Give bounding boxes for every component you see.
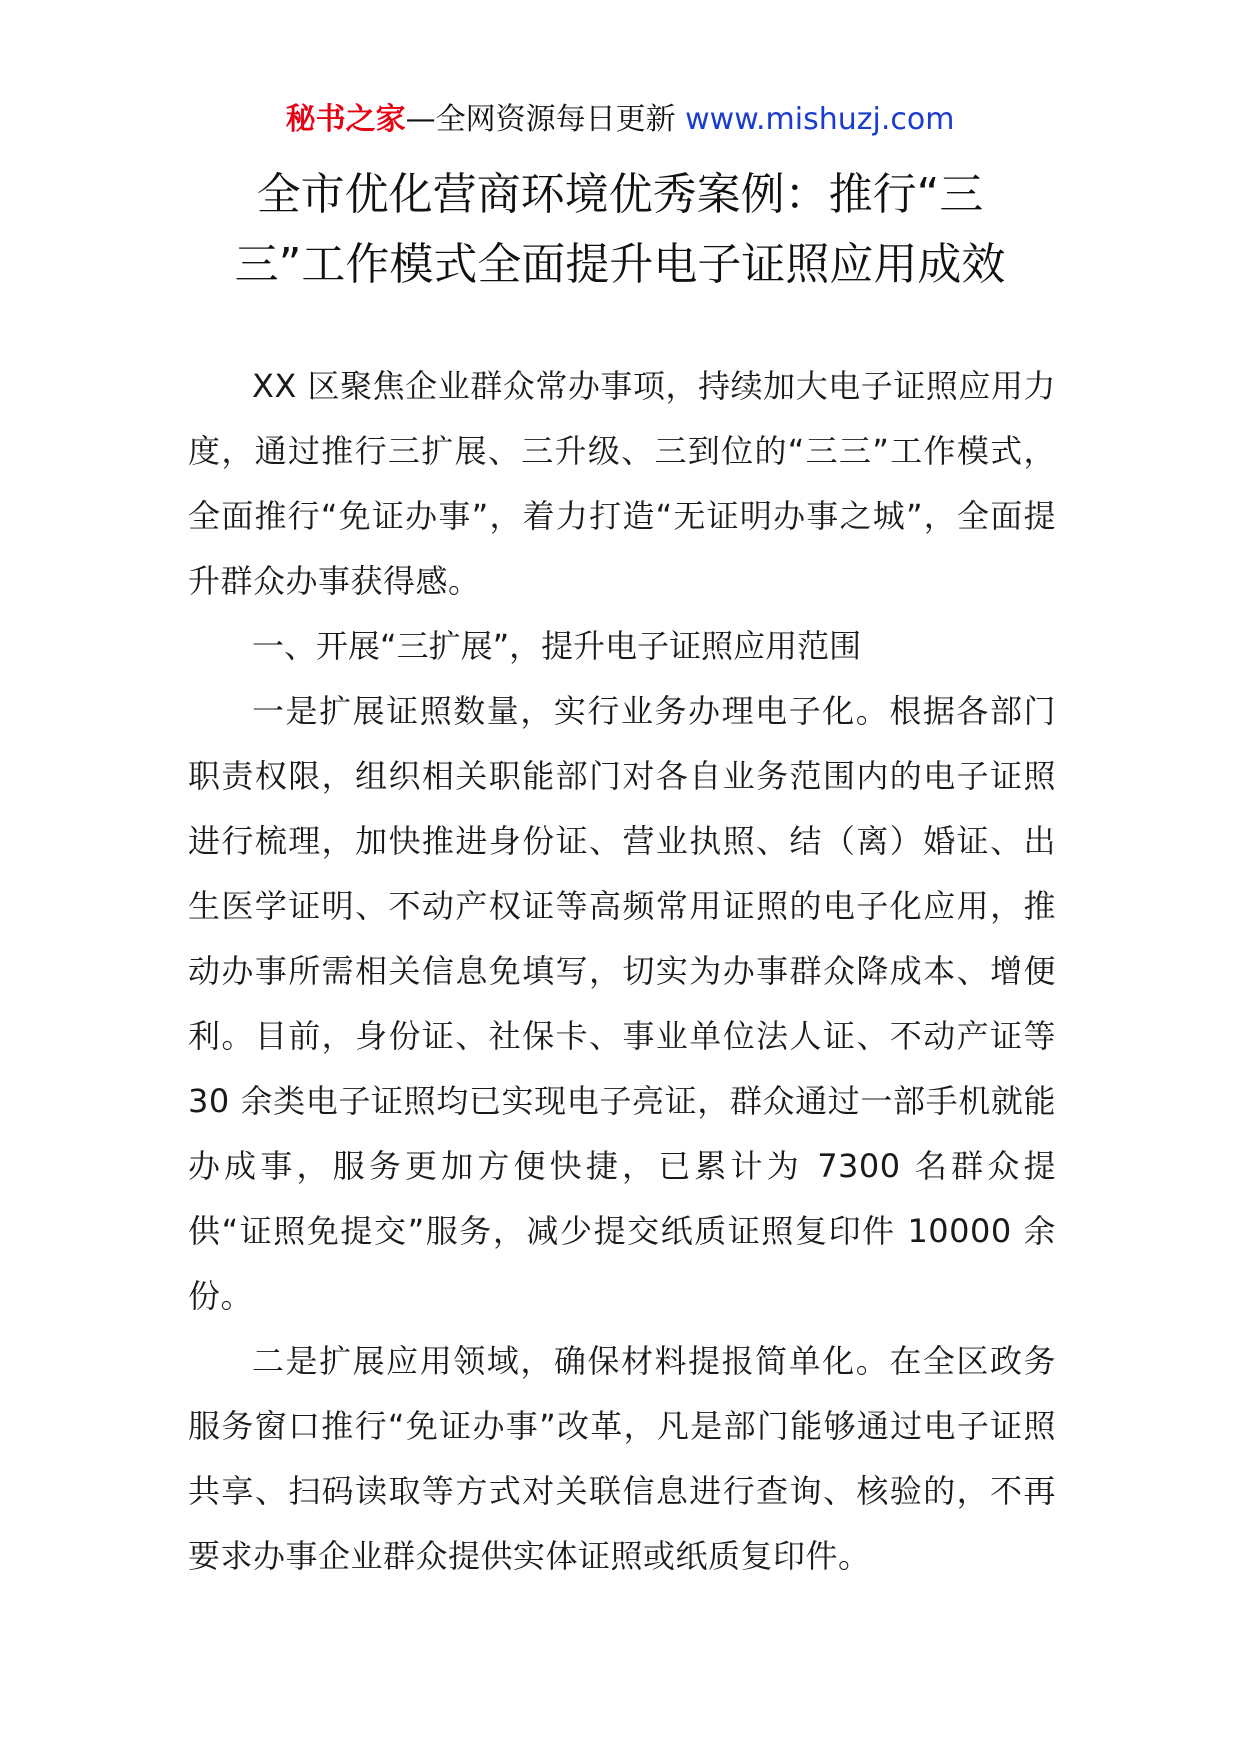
watermark-header — [0, 98, 1240, 142]
document-title — [150, 160, 1090, 300]
body-paragraph: 一是扩展证照数量，实行业务办理电子化。根据各部门职责权限，组织相关职能部门对各自业务范围内的电子证照进行梳理，加快推进身份证、营业执照、结（离）婚证、出生医学证明、不动产权证等高频常用证照的电子化应用，推动办事所需相关信息免填写，切实为办事群众降成本、增便利。目前，身份证、社保卡、事业单位法人证、不动产证等 30 余类电子证照均已实现电子亮证，群众通过一部手机就能办成事，服务更加方便快捷，已累计为 7300 名群众提供“证照免提交”服务，减少提交纸质证照复印件 10000 余份。 — [188, 692, 1056, 1315]
header-tagline: —全网资源每日更新 — [405, 102, 686, 137]
brand-name: 秘书之家 — [285, 102, 406, 137]
intro-paragraph: XX 区聚焦企业群众常办事项，持续加大电子证照应用力度，通过推行三扩展、三升级、三到位的“三三”工作模式，全面推行“免证办事”，着力打造“无证明办事之城”，全面提升群众办事获得感。 — [188, 367, 1056, 600]
body-paragraph: 二是扩展应用领域，确保材料提报简单化。在全区政务服务窗口推行“免证办事”改革，凡是部门能够通过电子证照共享、扫码读取等方式对关联信息进行查询、核验的，不再要求办事企业群众提供实体证照或纸质复印件。 — [188, 1342, 1056, 1575]
section-heading: 一、开展“三扩展”，提升电子证照应用范围 — [252, 627, 862, 665]
site-url: www.mishuzj.com — [685, 102, 955, 137]
title-line-1: 全市优化营商环境优秀案例：推行“三 — [256, 169, 984, 220]
title-line-2: 三”工作模式全面提升电子证照应用成效 — [234, 239, 1006, 290]
document-body — [188, 354, 1056, 1589]
